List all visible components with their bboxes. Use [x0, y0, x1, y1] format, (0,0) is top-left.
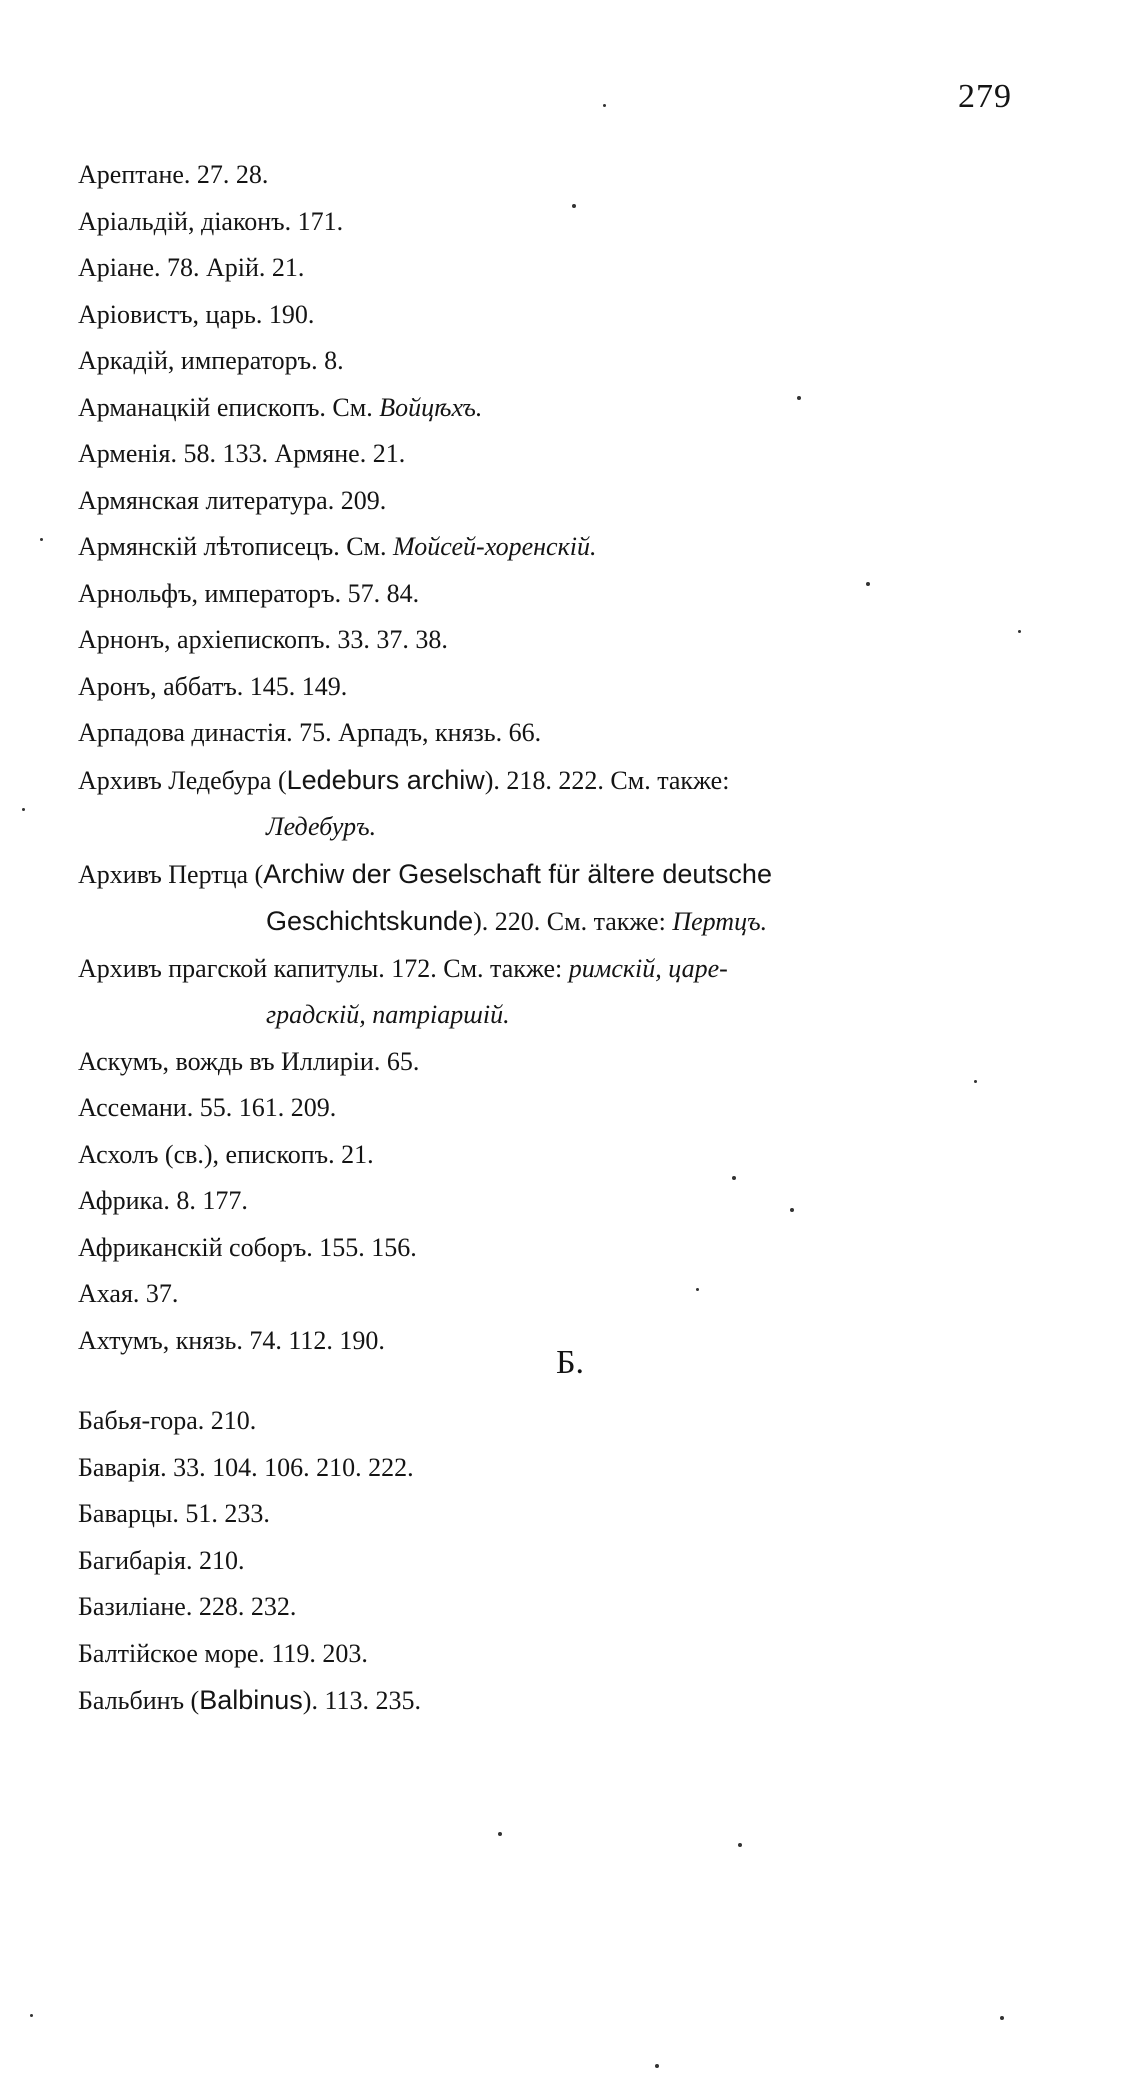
- page-number: 279: [958, 78, 1012, 115]
- index-entry: [78, 1132, 1038, 1179]
- entry-text: Багибарія. 210.: [78, 1545, 245, 1575]
- entry-text: Арпадова династія. 75. Арпадъ, князь. 66.: [78, 718, 542, 747]
- entry-text: Архивъ Пертца (: [78, 859, 264, 889]
- index-entry: [78, 292, 1038, 339]
- entry-text: Аріовистъ, царь. 190.: [78, 299, 315, 329]
- entry-text: Аріальдій, діаконъ. 171.: [78, 206, 344, 236]
- entry-continuation: [78, 804, 1038, 851]
- index-entry: [78, 245, 1038, 292]
- entry-text: Ахая. 37.: [78, 1279, 179, 1308]
- entry-text: Африка. 8. 177.: [78, 1186, 248, 1215]
- index-entry: [78, 1677, 1038, 1725]
- speck: [866, 582, 870, 586]
- index-entry: [78, 385, 1038, 432]
- entry-text: Арнонъ, архіепископъ. 33. 37. 38.: [78, 625, 448, 654]
- index-entry: [78, 1538, 1038, 1585]
- index-entry: [78, 1631, 1038, 1678]
- speck: [572, 204, 576, 208]
- index-entry: [78, 851, 1038, 946]
- speck: [603, 104, 606, 107]
- latin-text: Archiw der Geselschaft für ältere deutsche: [263, 858, 772, 889]
- entry-text: Балтійское море. 119. 203.: [78, 1638, 368, 1668]
- latin-text: Balbinus: [199, 1685, 303, 1715]
- cross-reference-text: Ледебуръ.: [266, 812, 377, 841]
- index-entry: [78, 946, 1038, 1039]
- entry-text: Баварцы. 51. 233.: [78, 1499, 270, 1528]
- index-entry: [78, 1225, 1038, 1272]
- index-entry: [78, 1178, 1038, 1225]
- latin-text: Ledeburs archiw: [286, 764, 485, 795]
- cross-reference-text: Войцѣхъ.: [379, 392, 483, 422]
- speck: [732, 1176, 736, 1180]
- index-entry: [78, 664, 1038, 711]
- speck: [30, 2014, 33, 2017]
- latin-text: Geschichtskunde: [266, 906, 474, 936]
- entry-text: ). 218. 222. См. также:: [484, 765, 730, 795]
- cross-reference-text: градскій, патріаршій.: [266, 1000, 510, 1029]
- index-entry: [78, 710, 1038, 757]
- entry-text: Аскумъ, вождь въ Иллиріи. 65.: [78, 1046, 420, 1076]
- cross-reference-text: Пертцъ.: [672, 907, 768, 936]
- speck: [655, 2064, 659, 2068]
- entry-text: Аріане. 78. Арій. 21.: [78, 253, 305, 282]
- entry-text: Архивъ прагской капитулы. 172. См. также:: [78, 953, 569, 983]
- speck: [40, 538, 43, 541]
- entry-text: Арменія. 58. 133. Армяне. 21.: [78, 439, 406, 468]
- entry-text: ). 220. См. также:: [473, 907, 673, 936]
- index-list-a: [78, 152, 1038, 1364]
- index-entry: [78, 338, 1038, 385]
- index-entry: [78, 431, 1038, 478]
- entry-text: Арнольфъ, императоръ. 57. 84.: [78, 578, 420, 608]
- index-entry: [78, 1584, 1038, 1631]
- entry-text: Ахтумъ, князь. 74. 112. 190.: [78, 1325, 385, 1355]
- entry-text: Асхолъ (св.), епископъ. 21.: [78, 1139, 374, 1169]
- entry-text: Бальбинъ (: [78, 1686, 200, 1715]
- index-entry: [78, 757, 1038, 851]
- entry-text: Аркадій, императоръ. 8.: [78, 346, 344, 375]
- entry-text: ). 113. 235.: [302, 1686, 421, 1715]
- entry-text: Арманацкій епископъ. См.: [78, 392, 380, 422]
- speck: [1000, 2016, 1004, 2020]
- index-entry: [78, 152, 1038, 199]
- entry-text: Армянскій лѣтописецъ. См.: [78, 532, 394, 561]
- entry-text: Архивъ Ледебура (: [78, 765, 287, 795]
- speck: [498, 1832, 502, 1836]
- speck: [22, 808, 25, 811]
- index-entry: [78, 1271, 1038, 1318]
- entry-text: Базиліане. 228. 232.: [78, 1592, 297, 1621]
- cross-reference-text: римскій, царе-: [568, 953, 728, 983]
- speck: [797, 396, 801, 400]
- cross-reference-text: Мойсей-хоренскій.: [393, 532, 597, 561]
- speck: [738, 1843, 742, 1847]
- index-entry: [78, 617, 1038, 664]
- entry-text: Ассемани. 55. 161. 209.: [78, 1093, 337, 1122]
- entry-text: Аронъ, аббатъ. 145. 149.: [78, 671, 348, 701]
- index-entry: [78, 1445, 1038, 1492]
- index-entry: [78, 1491, 1038, 1538]
- speck: [696, 1288, 699, 1291]
- index-entry: [78, 478, 1038, 525]
- entry-continuation: [78, 992, 1038, 1039]
- section-heading-b: Б.: [555, 1344, 585, 1381]
- speck: [790, 1208, 794, 1212]
- index-entry: [78, 571, 1038, 618]
- index-entry: [78, 1398, 1038, 1445]
- index-entry: [78, 1039, 1038, 1086]
- index-entry: [78, 524, 1038, 571]
- speck: [974, 1080, 977, 1083]
- speck: [1018, 630, 1021, 633]
- entry-text: Африканскій соборъ. 155. 156.: [78, 1232, 417, 1262]
- entry-continuation: [78, 898, 1038, 946]
- entry-text: Бабья-гора. 210.: [78, 1406, 257, 1435]
- index-entry: [78, 1085, 1038, 1132]
- index-entry: [78, 199, 1038, 246]
- entry-text: Баварія. 33. 104. 106. 210. 222.: [78, 1452, 414, 1482]
- entry-text: Арептане. 27. 28.: [78, 160, 269, 189]
- index-list-b: [78, 1398, 1038, 1725]
- entry-text: Армянская литература. 209.: [78, 485, 387, 515]
